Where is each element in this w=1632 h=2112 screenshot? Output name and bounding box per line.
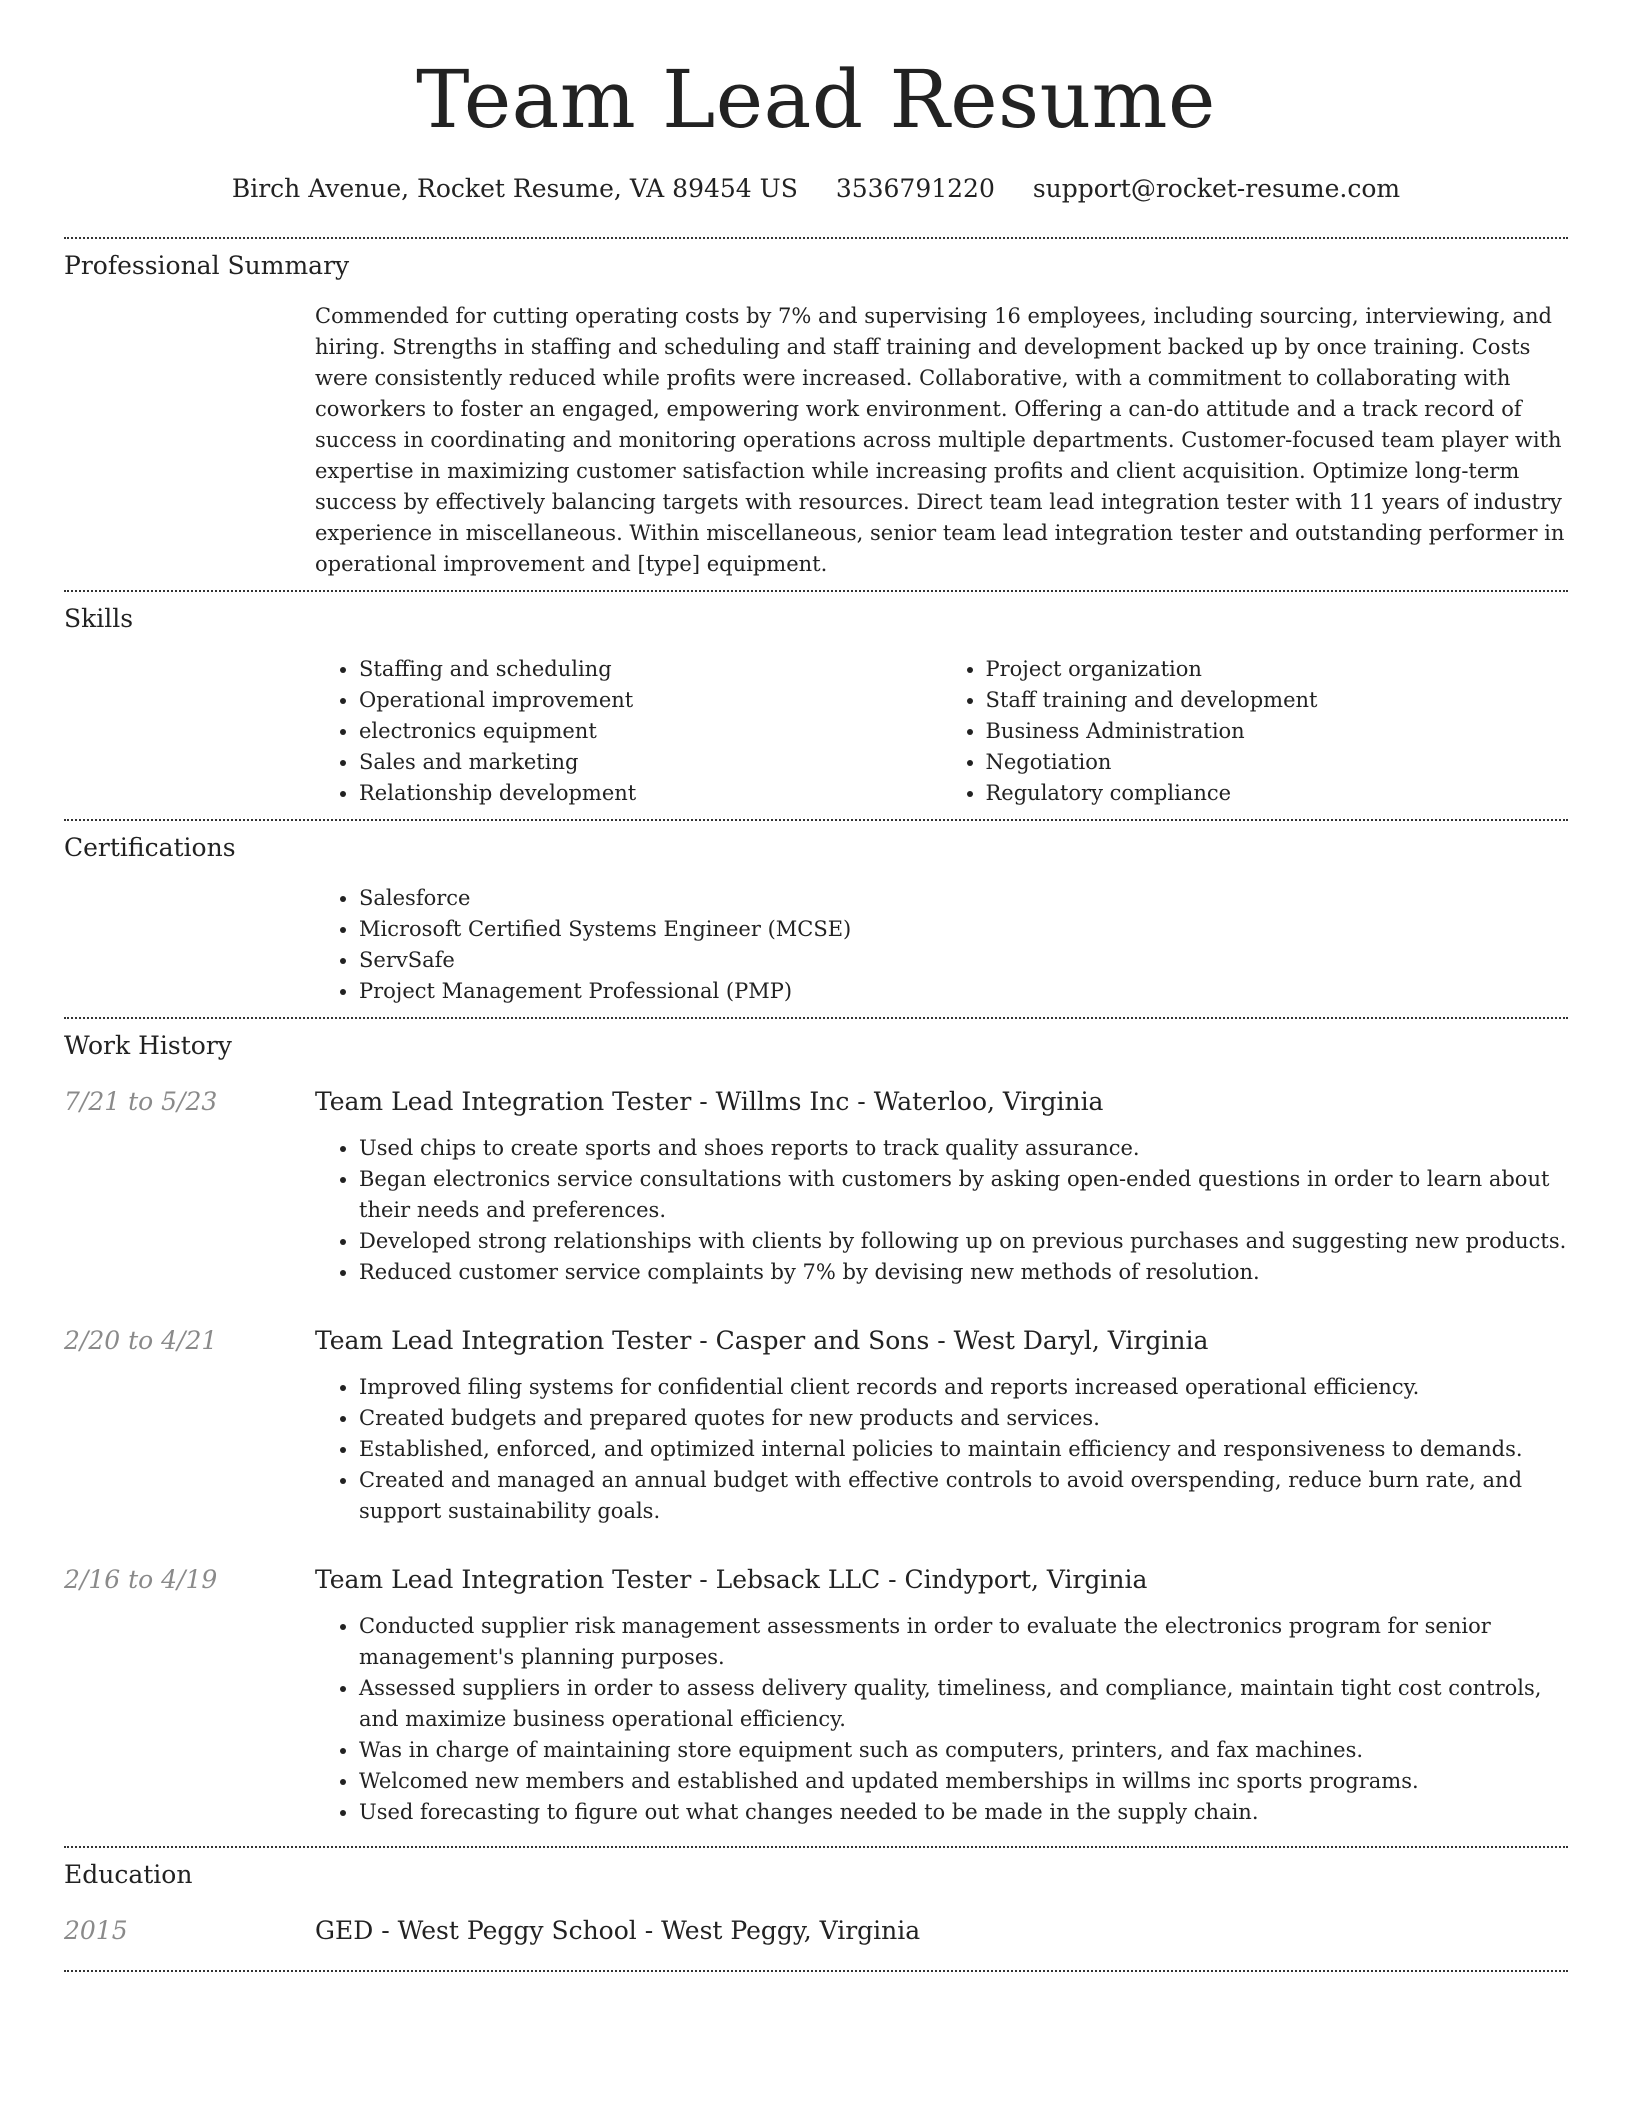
contact-address: Birch Avenue, Rocket Resume, VA 89454 US <box>231 174 798 203</box>
job-bullets <box>315 1133 1568 1288</box>
job-bullet: • Used chips to create sports and shoes reports to track quality assurance. <box>359 1133 1568 1164</box>
job-bullet: • Developed strong relationships with clients by following up on previous purchases and suggesting new products. <box>359 1226 1568 1257</box>
job-date: 7/21 to 5/23 <box>64 1087 218 1116</box>
education-date: 2015 <box>64 1916 128 1945</box>
skill-item: • Sales and marketing <box>359 747 942 778</box>
page-title: Team Lead Resume <box>416 53 1216 146</box>
contact-email: support@rocket-resume.com <box>1032 174 1401 203</box>
work-history-heading: Work History <box>64 1031 232 1060</box>
job-bullet: • Improved filing systems for confidential client records and reports increased operational efficiency. <box>359 1372 1568 1403</box>
contact-phone: 3536791220 <box>835 174 995 203</box>
certifications-heading: Certifications <box>64 833 236 862</box>
work-history-section <box>64 1019 1568 1846</box>
job-entry <box>64 1085 1568 1288</box>
job-date: 2/20 to 4/21 <box>64 1326 218 1355</box>
skill-item: • Relationship development <box>359 778 942 809</box>
certifications-list <box>315 883 1568 1007</box>
skills-heading: Skills <box>64 604 134 633</box>
job-bullet: • Conducted supplier risk management assessments in order to evaluate the electronics program for senior management's planning purposes. <box>359 1611 1568 1673</box>
skill-item: • Staff training and development <box>986 685 1569 716</box>
job-bullet: • Created and managed an annual budget with effective controls to avoid overspending, reduce burn rate, and support sustainability goals. <box>359 1465 1568 1527</box>
skill-item: • Project organization <box>986 654 1569 685</box>
job-bullet: • Created budgets and prepared quotes for new products and services. <box>359 1403 1568 1434</box>
summary-text: Commended for cutting operating costs by 7% and supervising 16 employees, including sourcing, interviewing, and hiring. Strengths in staffing and scheduling and staff training and development backed up by once training. Costs were consistently reduced while profits were increased. Collaborative, with a commitment to collaborating with coworkers to foster an engaged, empowering work environment. Offering a can-do attitude and a track record of success in coordinating and monitoring operations across multiple departments. Customer-focused team player with expertise in maximizing customer satisfaction while increasing profits and client acquisition. Optimize long-term success by effectively balancing targets with resources. Direct team lead integration tester with 11 years of industry experience in miscellaneous. Within miscellaneous, senior team lead integration tester and outstanding performer in operational improvement and [type] equipment. <box>315 304 1565 576</box>
job-bullet: • Reduced customer service complaints by 7% by devising new methods of resolution. <box>359 1257 1568 1288</box>
job-date: 2/16 to 4/19 <box>64 1565 218 1594</box>
summary-heading: Professional Summary <box>64 251 350 280</box>
contact-line <box>64 172 1568 206</box>
divider <box>64 1970 1568 1972</box>
job-entry <box>64 1324 1568 1527</box>
job-bullet: • Welcomed new members and established and updated memberships in willms inc sports programs. <box>359 1766 1568 1797</box>
skill-item: • Regulatory compliance <box>986 778 1569 809</box>
job-bullet: • Established, enforced, and optimized internal policies to maintain efficiency and responsiveness to demands. <box>359 1434 1568 1465</box>
skill-item: • Operational improvement <box>359 685 942 716</box>
skills-section <box>64 592 1568 819</box>
job-entry <box>64 1563 1568 1828</box>
education-title: GED - West Peggy School - West Peggy, Virginia <box>315 1916 921 1945</box>
resume-header <box>64 0 1568 206</box>
job-title: Team Lead Integration Tester - Willms Inc - Waterloo, Virginia <box>315 1087 1104 1116</box>
job-bullet: • Was in charge of maintaining store equipment such as computers, printers, and fax machines. <box>359 1735 1568 1766</box>
skill-item: • Business Administration <box>986 716 1569 747</box>
job-bullet: • Assessed suppliers in order to assess delivery quality, timeliness, and compliance, maintain tight cost controls, and maximize business operational efficiency. <box>359 1673 1568 1735</box>
job-title: Team Lead Integration Tester - Lebsack LLC - Cindyport, Virginia <box>315 1565 1148 1594</box>
education-entry <box>64 1914 1568 1960</box>
skills-list-left <box>315 654 942 809</box>
job-bullets <box>315 1372 1568 1527</box>
certification-item: • Microsoft Certified Systems Engineer (MCSE) <box>359 914 1568 945</box>
job-bullet: • Began electronics service consultations with customers by asking open-ended questions in order to learn about their needs and preferences. <box>359 1164 1568 1226</box>
job-bullets <box>315 1611 1568 1828</box>
skill-item: • Staffing and scheduling <box>359 654 942 685</box>
certification-item: • Salesforce <box>359 883 1568 914</box>
education-heading: Education <box>64 1860 193 1889</box>
job-title: Team Lead Integration Tester - Casper and Sons - West Daryl, Virginia <box>315 1326 1209 1355</box>
skill-item: • electronics equipment <box>359 716 942 747</box>
certification-item: • ServSafe <box>359 945 1568 976</box>
certifications-section <box>64 821 1568 1017</box>
education-section <box>64 1848 1568 1970</box>
skill-item: • Negotiation <box>986 747 1569 778</box>
skills-list-right <box>942 654 1569 809</box>
job-bullet: • Used forecasting to figure out what changes needed to be made in the supply chain. <box>359 1797 1568 1828</box>
certification-item: • Project Management Professional (PMP) <box>359 976 1568 1007</box>
summary-section <box>64 239 1568 590</box>
